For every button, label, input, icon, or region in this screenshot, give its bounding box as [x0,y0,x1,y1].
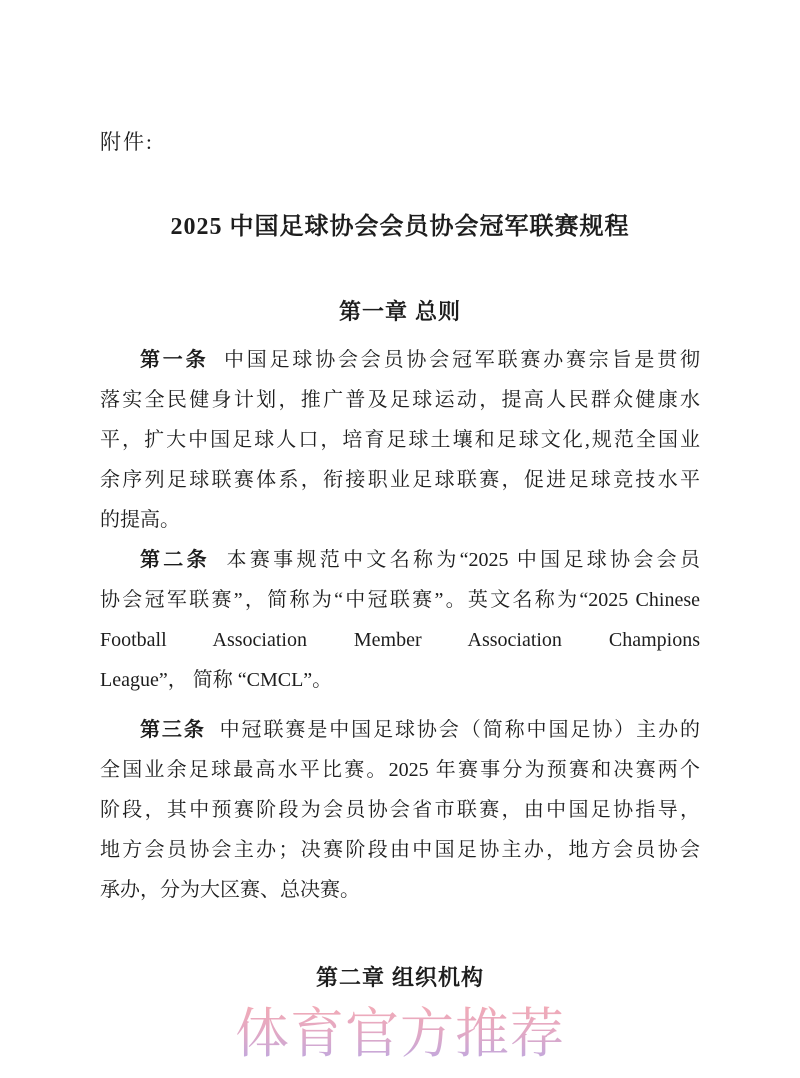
text-line: 协会冠军联赛”，简称为“中冠联赛”。英文名称为“2025 Chinese [100,589,700,611]
article-number: 第一条 [140,349,209,371]
document-body [100,340,700,910]
text-line: 第二条 本赛事规范中文名称为“2025 中国足球协会会员 [140,549,700,571]
article-2 [100,540,700,700]
article-3 [100,710,700,910]
text-line: 落实全民健身计划，推广普及足球运动，提高人民群众健康水 [100,389,700,411]
text-line: 承办，分为大区赛、总决赛。 [100,879,360,901]
text-line: 第三条 中冠联赛是中国足球协会（简称中国足协）主办的 [140,719,700,741]
article-number: 第二条 [140,549,210,571]
document-title: 2025 中国足球协会会员协会冠军联赛规程 [170,214,630,240]
text-line: 阶段，其中预赛阶段为会员协会省市联赛，由中国足协指导， [100,799,700,821]
text-line: Football Association Member Association Champions [100,629,700,651]
text-line: 的提高。 [100,509,180,531]
watermark-text: 体育官方推荐 [0,1002,800,1067]
text-line: 地方会员协会主办；决赛阶段由中国足协主办，地方会员协会 [100,839,700,861]
article-1 [100,340,700,540]
chapter-1-heading: 第一章 总则 [338,299,462,324]
chapter-2-heading: 第二章 组织机构 [315,965,485,990]
text-line: 平，扩大中国足球人口，培育足球土壤和足球文化,规范全国业 [100,429,700,451]
article-number: 第三条 [140,719,206,741]
text-line: 全国业余足球最高水平比赛。2025 年赛事分为预赛和决赛两个 [100,759,700,781]
text-line: League”， 简称 “CMCL”。 [100,669,333,691]
text-line: 第一条 中国足球协会会员协会冠军联赛办赛宗旨是贯彻 [140,349,700,371]
text-line: 余序列足球联赛体系，衔接职业足球联赛，促进足球竞技水平 [100,469,700,491]
attachment-label: 附件: [100,130,154,154]
